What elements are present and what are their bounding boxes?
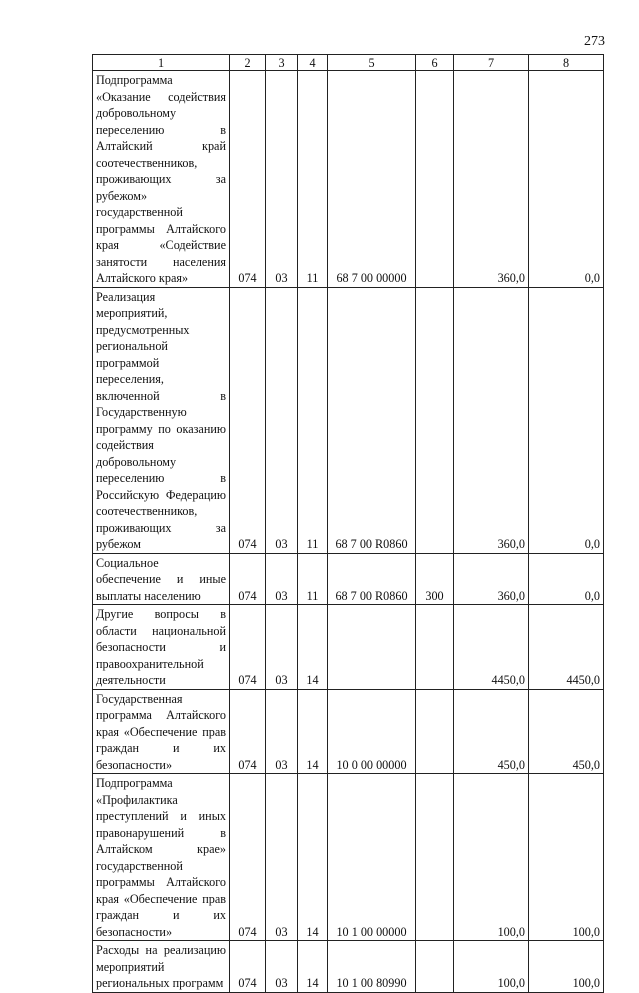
table-row: [93, 774, 604, 941]
amount-cell: 360,0: [454, 287, 529, 553]
target-article-cell: [328, 605, 416, 690]
row-name-cell: Другие вопросы в области национальной безопасности и правоохранительной деятельности: [93, 605, 230, 690]
target-article-cell: 68 7 00 R0860: [328, 287, 416, 553]
amount-cell: 100,0: [529, 774, 604, 941]
section-cell: 03: [266, 941, 298, 993]
expense-type-cell: [416, 287, 454, 553]
subsection-cell: 11: [298, 287, 328, 553]
expense-type-cell: [416, 605, 454, 690]
budget-table: [92, 54, 604, 993]
code-cell: 074: [230, 605, 266, 690]
table-header-row: [93, 55, 604, 71]
amount-cell: 360,0: [454, 71, 529, 288]
column-header: 8: [529, 55, 604, 71]
expense-type-cell: [416, 689, 454, 774]
section-cell: 03: [266, 689, 298, 774]
code-cell: 074: [230, 941, 266, 993]
page-number: 273: [584, 34, 605, 49]
code-cell: 074: [230, 689, 266, 774]
row-name-cell: Социальное обеспечение и иные выплаты населению: [93, 553, 230, 605]
subsection-cell: 11: [298, 71, 328, 288]
row-name-cell: Реализация мероприятий, предусмотренных региональной программой переселения, включенной в Государственную программу по оказанию содействия добровольному переселению в Российскую Федерацию соотечественников, проживающих за рубежом: [93, 287, 230, 553]
amount-cell: 100,0: [529, 941, 604, 993]
column-header: 5: [328, 55, 416, 71]
table-row: [93, 287, 604, 553]
code-cell: 074: [230, 774, 266, 941]
table-row: [93, 605, 604, 690]
amount-cell: 100,0: [454, 941, 529, 993]
target-article-cell: 68 7 00 R0860: [328, 553, 416, 605]
column-header: 6: [416, 55, 454, 71]
amount-cell: 0,0: [529, 287, 604, 553]
subsection-cell: 14: [298, 774, 328, 941]
subsection-cell: 11: [298, 553, 328, 605]
column-header: 4: [298, 55, 328, 71]
code-cell: 074: [230, 71, 266, 288]
amount-cell: 4450,0: [529, 605, 604, 690]
column-header: 3: [266, 55, 298, 71]
code-cell: 074: [230, 287, 266, 553]
subsection-cell: 14: [298, 605, 328, 690]
amount-cell: 360,0: [454, 553, 529, 605]
target-article-cell: 10 1 00 80990: [328, 941, 416, 993]
expense-type-cell: [416, 774, 454, 941]
amount-cell: 450,0: [454, 689, 529, 774]
section-cell: 03: [266, 553, 298, 605]
amount-cell: 450,0: [529, 689, 604, 774]
row-name-cell: Подпрограмма «Профилактика преступлений и иных правонарушений в Алтайском крае» государственной программы Алтайского края «Обеспечение прав граждан и их безопасности»: [93, 774, 230, 941]
amount-cell: 100,0: [454, 774, 529, 941]
amount-cell: 0,0: [529, 553, 604, 605]
expense-type-cell: [416, 71, 454, 288]
column-header: 1: [93, 55, 230, 71]
subsection-cell: 14: [298, 941, 328, 993]
amount-cell: 4450,0: [454, 605, 529, 690]
table-row: [93, 553, 604, 605]
section-cell: 03: [266, 287, 298, 553]
amount-cell: 0,0: [529, 71, 604, 288]
section-cell: 03: [266, 774, 298, 941]
code-cell: 074: [230, 553, 266, 605]
table-row: [93, 71, 604, 288]
expense-type-cell: 300: [416, 553, 454, 605]
expense-type-cell: [416, 941, 454, 993]
column-header: 7: [454, 55, 529, 71]
row-name-cell: Государственная программа Алтайского края «Обеспечение прав граждан и их безопасности»: [93, 689, 230, 774]
section-cell: 03: [266, 605, 298, 690]
row-name-cell: Подпрограмма «Оказание содействия добровольному переселению в Алтайский край соотечественников, проживающих за рубежом» государственной программы Алтайского края «Содействие занятости населения Алтайского края»: [93, 71, 230, 288]
table-row: [93, 941, 604, 993]
column-header: 2: [230, 55, 266, 71]
target-article-cell: 10 1 00 00000: [328, 774, 416, 941]
target-article-cell: 10 0 00 00000: [328, 689, 416, 774]
target-article-cell: 68 7 00 00000: [328, 71, 416, 288]
section-cell: 03: [266, 71, 298, 288]
subsection-cell: 14: [298, 689, 328, 774]
table-row: [93, 689, 604, 774]
row-name-cell: Расходы на реализацию мероприятий региональных программ: [93, 941, 230, 993]
